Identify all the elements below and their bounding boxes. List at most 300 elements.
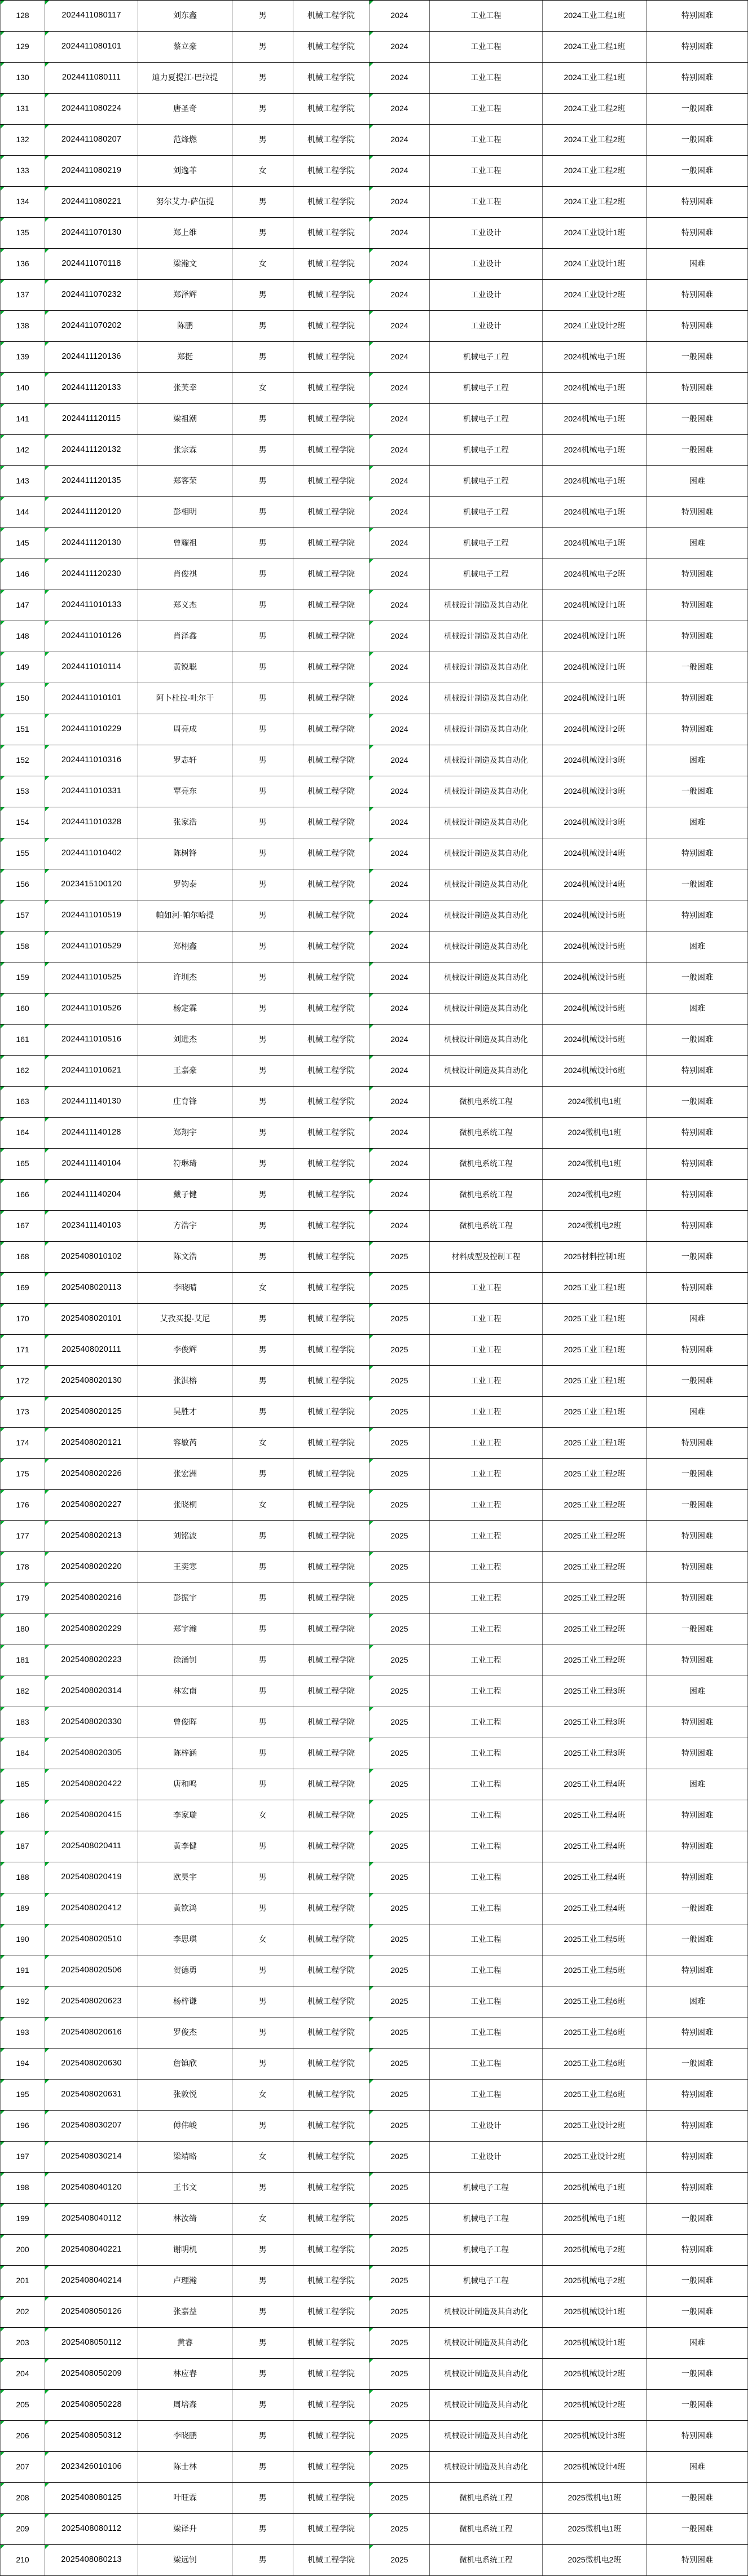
college-cell[interactable]: 机械工程学院 (293, 1738, 369, 1769)
difficulty-status-cell[interactable]: 特别困难 (647, 1738, 748, 1769)
row-number-cell[interactable]: 154 (0, 807, 45, 838)
gender-cell[interactable]: 男 (232, 1738, 293, 1769)
gender-cell[interactable]: 男 (232, 1149, 293, 1179)
gender-cell[interactable]: 男 (232, 1304, 293, 1334)
student-name-cell[interactable]: 张宏洲 (138, 1459, 232, 1489)
difficulty-status-cell[interactable]: 特别困难 (647, 1149, 748, 1179)
enrollment-year-cell[interactable]: 2025 (369, 1645, 430, 1676)
college-cell[interactable]: 机械工程学院 (293, 1583, 369, 1614)
enrollment-year-cell[interactable]: 2025 (369, 1428, 430, 1458)
college-cell[interactable]: 机械工程学院 (293, 1304, 369, 1334)
student-id-cell[interactable]: 2024411010516 (45, 1025, 138, 1055)
student-id-cell[interactable]: 2024411010529 (45, 931, 138, 962)
difficulty-status-cell[interactable]: 特别困难 (647, 2545, 748, 2575)
gender-cell[interactable]: 男 (232, 528, 293, 559)
major-cell[interactable]: 机械设计制造及其自动化 (430, 900, 543, 931)
college-cell[interactable]: 机械工程学院 (293, 466, 369, 496)
major-cell[interactable]: 微机电系统工程 (430, 1211, 543, 1241)
gender-cell[interactable]: 女 (232, 2142, 293, 2172)
gender-cell[interactable]: 男 (232, 1459, 293, 1489)
gender-cell[interactable]: 男 (232, 2483, 293, 2513)
student-name-cell[interactable]: 郑客荣 (138, 466, 232, 496)
row-number-cell[interactable]: 138 (0, 311, 45, 341)
row-number-cell[interactable]: 173 (0, 1397, 45, 1427)
college-cell[interactable]: 机械工程学院 (293, 2111, 369, 2141)
class-cell[interactable]: 2025微机电2班 (543, 2545, 647, 2575)
difficulty-status-cell[interactable]: 特别困难 (647, 1955, 748, 1986)
enrollment-year-cell[interactable]: 2024 (369, 1118, 430, 1148)
student-name-cell[interactable]: 陈树锋 (138, 838, 232, 869)
student-id-cell[interactable]: 2024411120115 (45, 404, 138, 434)
student-id-cell[interactable]: 2025408020111 (45, 1335, 138, 1365)
row-number-cell[interactable]: 134 (0, 187, 45, 217)
gender-cell[interactable]: 男 (232, 404, 293, 434)
difficulty-status-cell[interactable]: 特别困难 (647, 621, 748, 652)
class-cell[interactable]: 2025工业工程4班 (543, 1862, 647, 1893)
class-cell[interactable]: 2025工业工程2班 (543, 1521, 647, 1551)
gender-cell[interactable]: 女 (232, 2204, 293, 2234)
class-cell[interactable]: 2025工业工程4班 (543, 1769, 647, 1800)
enrollment-year-cell[interactable]: 2024 (369, 156, 430, 186)
student-id-cell[interactable]: 2024411080117 (45, 1, 138, 31)
student-id-cell[interactable]: 2025408050312 (45, 2421, 138, 2451)
college-cell[interactable]: 机械工程学院 (293, 1366, 369, 1396)
difficulty-status-cell[interactable]: 特别困难 (647, 373, 748, 403)
student-name-cell[interactable]: 林宏南 (138, 1676, 232, 1707)
difficulty-status-cell[interactable]: 一般困难 (647, 94, 748, 124)
difficulty-status-cell[interactable]: 特别困难 (647, 1707, 748, 1738)
student-name-cell[interactable]: 彭振宇 (138, 1583, 232, 1614)
major-cell[interactable]: 微机电系统工程 (430, 1149, 543, 1179)
gender-cell[interactable]: 男 (232, 218, 293, 248)
class-cell[interactable]: 2024微机电1班 (543, 1118, 647, 1148)
student-id-cell[interactable]: 2025408020121 (45, 1428, 138, 1458)
college-cell[interactable]: 机械工程学院 (293, 745, 369, 776)
college-cell[interactable]: 机械工程学院 (293, 2297, 369, 2327)
major-cell[interactable]: 工业工程 (430, 1273, 543, 1303)
class-cell[interactable]: 2024机械设计6班 (543, 1056, 647, 1086)
class-cell[interactable]: 2025工业工程4班 (543, 1893, 647, 1924)
difficulty-status-cell[interactable]: 特别困难 (647, 590, 748, 621)
college-cell[interactable]: 机械工程学院 (293, 2235, 369, 2265)
gender-cell[interactable]: 男 (232, 683, 293, 714)
student-name-cell[interactable]: 郑宇瀚 (138, 1614, 232, 1645)
student-id-cell[interactable]: 2024411010126 (45, 621, 138, 652)
student-id-cell[interactable]: 2025408040214 (45, 2266, 138, 2296)
student-name-cell[interactable]: 贺德勇 (138, 1955, 232, 1986)
difficulty-status-cell[interactable]: 特别困难 (647, 1645, 748, 1676)
difficulty-status-cell[interactable]: 特别困难 (647, 2421, 748, 2451)
enrollment-year-cell[interactable]: 2025 (369, 2545, 430, 2575)
student-name-cell[interactable]: 陈梓涵 (138, 1738, 232, 1769)
major-cell[interactable]: 机械设计制造及其自动化 (430, 2421, 543, 2451)
enrollment-year-cell[interactable]: 2025 (369, 1831, 430, 1862)
row-number-cell[interactable]: 201 (0, 2266, 45, 2296)
major-cell[interactable]: 机械设计制造及其自动化 (430, 2297, 543, 2327)
student-id-cell[interactable]: 2025408020631 (45, 2080, 138, 2110)
class-cell[interactable]: 2024机械电子1班 (543, 466, 647, 496)
student-id-cell[interactable]: 2024411080101 (45, 32, 138, 62)
student-name-cell[interactable]: 李晓鹏 (138, 2421, 232, 2451)
student-name-cell[interactable]: 杨梓谦 (138, 1986, 232, 2017)
enrollment-year-cell[interactable]: 2024 (369, 311, 430, 341)
gender-cell[interactable]: 男 (232, 32, 293, 62)
college-cell[interactable]: 机械工程学院 (293, 63, 369, 93)
major-cell[interactable]: 工业工程 (430, 1645, 543, 1676)
enrollment-year-cell[interactable]: 2025 (369, 2111, 430, 2141)
major-cell[interactable]: 机械电子工程 (430, 528, 543, 559)
gender-cell[interactable]: 男 (232, 2452, 293, 2482)
student-id-cell[interactable]: 2025408020415 (45, 1800, 138, 1831)
student-id-cell[interactable]: 2024411010101 (45, 683, 138, 714)
enrollment-year-cell[interactable]: 2024 (369, 994, 430, 1024)
college-cell[interactable]: 机械工程学院 (293, 1025, 369, 1055)
enrollment-year-cell[interactable]: 2024 (369, 745, 430, 776)
student-id-cell[interactable]: 2024411120230 (45, 559, 138, 590)
row-number-cell[interactable]: 146 (0, 559, 45, 590)
difficulty-status-cell[interactable]: 特别困难 (647, 838, 748, 869)
difficulty-status-cell[interactable]: 困难 (647, 994, 748, 1024)
college-cell[interactable]: 机械工程学院 (293, 962, 369, 993)
gender-cell[interactable]: 男 (232, 1521, 293, 1551)
college-cell[interactable]: 机械工程学院 (293, 1149, 369, 1179)
student-id-cell[interactable]: 2024411080219 (45, 156, 138, 186)
major-cell[interactable]: 工业工程 (430, 94, 543, 124)
row-number-cell[interactable]: 168 (0, 1242, 45, 1272)
gender-cell[interactable]: 男 (232, 1707, 293, 1738)
gender-cell[interactable]: 男 (232, 745, 293, 776)
college-cell[interactable]: 机械工程学院 (293, 404, 369, 434)
enrollment-year-cell[interactable]: 2024 (369, 962, 430, 993)
difficulty-status-cell[interactable]: 一般困难 (647, 2204, 748, 2234)
difficulty-status-cell[interactable]: 一般困难 (647, 2297, 748, 2327)
student-name-cell[interactable]: 肖俊祺 (138, 559, 232, 590)
enrollment-year-cell[interactable]: 2024 (369, 869, 430, 900)
major-cell[interactable]: 工业设计 (430, 2142, 543, 2172)
student-name-cell[interactable]: 黄钦鸿 (138, 1893, 232, 1924)
class-cell[interactable]: 2025工业工程4班 (543, 1831, 647, 1862)
row-number-cell[interactable]: 209 (0, 2514, 45, 2544)
enrollment-year-cell[interactable]: 2025 (369, 1366, 430, 1396)
college-cell[interactable]: 机械工程学院 (293, 1707, 369, 1738)
major-cell[interactable]: 机械电子工程 (430, 2266, 543, 2296)
major-cell[interactable]: 机械设计制造及其自动化 (430, 1056, 543, 1086)
student-id-cell[interactable]: 2024411070118 (45, 249, 138, 279)
class-cell[interactable]: 2025工业工程1班 (543, 1304, 647, 1334)
enrollment-year-cell[interactable]: 2024 (369, 590, 430, 621)
gender-cell[interactable]: 女 (232, 1273, 293, 1303)
major-cell[interactable]: 微机电系统工程 (430, 1180, 543, 1210)
enrollment-year-cell[interactable]: 2024 (369, 125, 430, 155)
difficulty-status-cell[interactable]: 特别困难 (647, 63, 748, 93)
difficulty-status-cell[interactable]: 特别困难 (647, 497, 748, 527)
major-cell[interactable]: 机械设计制造及其自动化 (430, 2390, 543, 2420)
difficulty-status-cell[interactable]: 特别困难 (647, 1583, 748, 1614)
row-number-cell[interactable]: 165 (0, 1149, 45, 1179)
row-number-cell[interactable]: 163 (0, 1087, 45, 1117)
class-cell[interactable]: 2024工业工程2班 (543, 125, 647, 155)
student-name-cell[interactable]: 帕如河·帕尔哈提 (138, 900, 232, 931)
class-cell[interactable]: 2024工业工程2班 (543, 94, 647, 124)
gender-cell[interactable]: 男 (232, 1831, 293, 1862)
class-cell[interactable]: 2025微机电1班 (543, 2483, 647, 2513)
row-number-cell[interactable]: 177 (0, 1521, 45, 1551)
gender-cell[interactable]: 男 (232, 652, 293, 683)
class-cell[interactable]: 2025工业工程1班 (543, 1273, 647, 1303)
student-name-cell[interactable]: 张芙幸 (138, 373, 232, 403)
row-number-cell[interactable]: 178 (0, 1552, 45, 1582)
student-id-cell[interactable]: 2024411070130 (45, 218, 138, 248)
gender-cell[interactable]: 男 (232, 2514, 293, 2544)
difficulty-status-cell[interactable]: 一般困难 (647, 962, 748, 993)
college-cell[interactable]: 机械工程学院 (293, 528, 369, 559)
class-cell[interactable]: 2025工业工程1班 (543, 1428, 647, 1458)
gender-cell[interactable]: 男 (232, 2328, 293, 2358)
row-number-cell[interactable]: 170 (0, 1304, 45, 1334)
gender-cell[interactable]: 男 (232, 962, 293, 993)
class-cell[interactable]: 2025工业工程3班 (543, 1738, 647, 1769)
enrollment-year-cell[interactable]: 2024 (369, 94, 430, 124)
difficulty-status-cell[interactable]: 困难 (647, 745, 748, 776)
major-cell[interactable]: 工业设计 (430, 2111, 543, 2141)
row-number-cell[interactable]: 203 (0, 2328, 45, 2358)
enrollment-year-cell[interactable]: 2024 (369, 466, 430, 496)
class-cell[interactable]: 2025机械电子2班 (543, 2235, 647, 2265)
student-name-cell[interactable]: 陈士林 (138, 2452, 232, 2482)
row-number-cell[interactable]: 129 (0, 32, 45, 62)
student-id-cell[interactable]: 2025408020227 (45, 1490, 138, 1520)
college-cell[interactable]: 机械工程学院 (293, 2266, 369, 2296)
student-name-cell[interactable]: 张淇榕 (138, 1366, 232, 1396)
student-name-cell[interactable]: 符琳琦 (138, 1149, 232, 1179)
student-id-cell[interactable]: 2024411120132 (45, 435, 138, 465)
major-cell[interactable]: 工业工程 (430, 1397, 543, 1427)
enrollment-year-cell[interactable]: 2025 (369, 2235, 430, 2265)
row-number-cell[interactable]: 182 (0, 1676, 45, 1707)
student-id-cell[interactable]: 2024411080221 (45, 187, 138, 217)
class-cell[interactable]: 2024机械设计5班 (543, 994, 647, 1024)
major-cell[interactable]: 机械电子工程 (430, 435, 543, 465)
gender-cell[interactable]: 男 (232, 2111, 293, 2141)
major-cell[interactable]: 工业工程 (430, 1707, 543, 1738)
student-id-cell[interactable]: 2025408050228 (45, 2390, 138, 2420)
student-name-cell[interactable]: 张家浩 (138, 807, 232, 838)
difficulty-status-cell[interactable]: 一般困难 (647, 869, 748, 900)
gender-cell[interactable]: 女 (232, 156, 293, 186)
student-name-cell[interactable]: 梁瀚文 (138, 249, 232, 279)
difficulty-status-cell[interactable]: 特别困难 (647, 2173, 748, 2203)
major-cell[interactable]: 工业工程 (430, 1, 543, 31)
college-cell[interactable]: 机械工程学院 (293, 1552, 369, 1582)
class-cell[interactable]: 2025机械设计2班 (543, 2390, 647, 2420)
student-name-cell[interactable]: 李晓晴 (138, 1273, 232, 1303)
student-name-cell[interactable]: 郑泽辉 (138, 280, 232, 310)
row-number-cell[interactable]: 156 (0, 869, 45, 900)
student-name-cell[interactable]: 方浩宇 (138, 1211, 232, 1241)
major-cell[interactable]: 机械电子工程 (430, 2173, 543, 2203)
difficulty-status-cell[interactable]: 困难 (647, 528, 748, 559)
major-cell[interactable]: 工业设计 (430, 218, 543, 248)
difficulty-status-cell[interactable]: 特别困难 (647, 187, 748, 217)
college-cell[interactable]: 机械工程学院 (293, 1521, 369, 1551)
enrollment-year-cell[interactable]: 2025 (369, 2142, 430, 2172)
difficulty-status-cell[interactable]: 特别困难 (647, 280, 748, 310)
major-cell[interactable]: 机械设计制造及其自动化 (430, 962, 543, 993)
student-name-cell[interactable]: 傅伟峻 (138, 2111, 232, 2141)
gender-cell[interactable]: 男 (232, 1583, 293, 1614)
major-cell[interactable]: 工业工程 (430, 1924, 543, 1955)
major-cell[interactable]: 机械设计制造及其自动化 (430, 2452, 543, 2482)
class-cell[interactable]: 2024机械电子1班 (543, 528, 647, 559)
row-number-cell[interactable]: 141 (0, 404, 45, 434)
class-cell[interactable]: 2025工业工程3班 (543, 1707, 647, 1738)
difficulty-status-cell[interactable]: 一般困难 (647, 1242, 748, 1272)
row-number-cell[interactable]: 194 (0, 2049, 45, 2079)
difficulty-status-cell[interactable]: 困难 (647, 1986, 748, 2017)
difficulty-status-cell[interactable]: 特别困难 (647, 1, 748, 31)
student-id-cell[interactable]: 2025408040120 (45, 2173, 138, 2203)
student-id-cell[interactable]: 2024411120120 (45, 497, 138, 527)
enrollment-year-cell[interactable]: 2024 (369, 1149, 430, 1179)
college-cell[interactable]: 机械工程学院 (293, 1676, 369, 1707)
major-cell[interactable]: 机械设计制造及其自动化 (430, 1025, 543, 1055)
class-cell[interactable]: 2025工业工程2班 (543, 1459, 647, 1489)
difficulty-status-cell[interactable]: 特别困难 (647, 218, 748, 248)
class-cell[interactable]: 2024机械设计4班 (543, 869, 647, 900)
college-cell[interactable]: 机械工程学院 (293, 2545, 369, 2575)
gender-cell[interactable]: 女 (232, 1428, 293, 1458)
row-number-cell[interactable]: 208 (0, 2483, 45, 2513)
row-number-cell[interactable]: 155 (0, 838, 45, 869)
row-number-cell[interactable]: 152 (0, 745, 45, 776)
row-number-cell[interactable]: 176 (0, 1490, 45, 1520)
difficulty-status-cell[interactable]: 一般困难 (647, 2390, 748, 2420)
college-cell[interactable]: 机械工程学院 (293, 1459, 369, 1489)
major-cell[interactable]: 机械设计制造及其自动化 (430, 869, 543, 900)
student-id-cell[interactable]: 2024411120133 (45, 373, 138, 403)
student-id-cell[interactable]: 2024411010331 (45, 776, 138, 807)
difficulty-status-cell[interactable]: 困难 (647, 466, 748, 496)
student-name-cell[interactable]: 覃亮东 (138, 776, 232, 807)
class-cell[interactable]: 2025工业设计2班 (543, 2142, 647, 2172)
college-cell[interactable]: 机械工程学院 (293, 342, 369, 372)
major-cell[interactable]: 工业工程 (430, 1800, 543, 1831)
student-name-cell[interactable]: 唐和鸣 (138, 1769, 232, 1800)
class-cell[interactable]: 2024微机电2班 (543, 1211, 647, 1241)
row-number-cell[interactable]: 160 (0, 994, 45, 1024)
major-cell[interactable]: 工业工程 (430, 1428, 543, 1458)
difficulty-status-cell[interactable]: 特别困难 (647, 683, 748, 714)
college-cell[interactable]: 机械工程学院 (293, 1087, 369, 1117)
college-cell[interactable]: 机械工程学院 (293, 497, 369, 527)
enrollment-year-cell[interactable]: 2025 (369, 1676, 430, 1707)
row-number-cell[interactable]: 169 (0, 1273, 45, 1303)
major-cell[interactable]: 工业工程 (430, 1769, 543, 1800)
enrollment-year-cell[interactable]: 2025 (369, 1304, 430, 1334)
difficulty-status-cell[interactable]: 一般困难 (647, 1924, 748, 1955)
difficulty-status-cell[interactable]: 一般困难 (647, 2266, 748, 2296)
class-cell[interactable]: 2024机械设计4班 (543, 838, 647, 869)
student-name-cell[interactable]: 张嘉益 (138, 2297, 232, 2327)
major-cell[interactable]: 机械设计制造及其自动化 (430, 776, 543, 807)
college-cell[interactable]: 机械工程学院 (293, 2328, 369, 2358)
difficulty-status-cell[interactable]: 一般困难 (647, 1490, 748, 1520)
college-cell[interactable]: 机械工程学院 (293, 1831, 369, 1862)
college-cell[interactable]: 机械工程学院 (293, 2452, 369, 2482)
row-number-cell[interactable]: 153 (0, 776, 45, 807)
major-cell[interactable]: 工业工程 (430, 1862, 543, 1893)
row-number-cell[interactable]: 162 (0, 1056, 45, 1086)
enrollment-year-cell[interactable]: 2024 (369, 1211, 430, 1241)
row-number-cell[interactable]: 207 (0, 2452, 45, 2482)
enrollment-year-cell[interactable]: 2025 (369, 2514, 430, 2544)
enrollment-year-cell[interactable]: 2025 (369, 1490, 430, 1520)
difficulty-status-cell[interactable]: 一般困难 (647, 125, 748, 155)
enrollment-year-cell[interactable]: 2025 (369, 1800, 430, 1831)
college-cell[interactable]: 机械工程学院 (293, 1614, 369, 1645)
college-cell[interactable]: 机械工程学院 (293, 1645, 369, 1676)
class-cell[interactable]: 2025工业工程1班 (543, 1366, 647, 1396)
row-number-cell[interactable]: 164 (0, 1118, 45, 1148)
student-id-cell[interactable]: 2025408030214 (45, 2142, 138, 2172)
college-cell[interactable]: 机械工程学院 (293, 1056, 369, 1086)
college-cell[interactable]: 机械工程学院 (293, 1273, 369, 1303)
student-id-cell[interactable]: 2025408020411 (45, 1831, 138, 1862)
student-id-cell[interactable]: 2025408020220 (45, 1552, 138, 1582)
gender-cell[interactable]: 男 (232, 497, 293, 527)
class-cell[interactable]: 2024机械电子1班 (543, 497, 647, 527)
class-cell[interactable]: 2024工业工程1班 (543, 63, 647, 93)
difficulty-status-cell[interactable]: 特别困难 (647, 714, 748, 745)
college-cell[interactable]: 机械工程学院 (293, 1490, 369, 1520)
student-name-cell[interactable]: 黄李健 (138, 1831, 232, 1862)
student-name-cell[interactable]: 阿卜杜拉·吐尔干 (138, 683, 232, 714)
class-cell[interactable]: 2024机械设计2班 (543, 714, 647, 745)
gender-cell[interactable]: 男 (232, 559, 293, 590)
student-id-cell[interactable]: 2023411140103 (45, 1211, 138, 1241)
college-cell[interactable]: 机械工程学院 (293, 1862, 369, 1893)
class-cell[interactable]: 2025工业工程6班 (543, 1986, 647, 2017)
row-number-cell[interactable]: 171 (0, 1335, 45, 1365)
difficulty-status-cell[interactable]: 一般困难 (647, 1459, 748, 1489)
row-number-cell[interactable]: 193 (0, 2017, 45, 2048)
class-cell[interactable]: 2025工业设计2班 (543, 2111, 647, 2141)
difficulty-status-cell[interactable]: 特别困难 (647, 900, 748, 931)
difficulty-status-cell[interactable]: 一般困难 (647, 156, 748, 186)
gender-cell[interactable]: 男 (232, 2421, 293, 2451)
gender-cell[interactable]: 男 (232, 900, 293, 931)
major-cell[interactable]: 机械电子工程 (430, 404, 543, 434)
major-cell[interactable]: 工业工程 (430, 156, 543, 186)
student-id-cell[interactable]: 2025408020616 (45, 2017, 138, 2048)
gender-cell[interactable]: 男 (232, 1893, 293, 1924)
difficulty-status-cell[interactable]: 特别困难 (647, 1118, 748, 1148)
college-cell[interactable]: 机械工程学院 (293, 125, 369, 155)
college-cell[interactable]: 机械工程学院 (293, 683, 369, 714)
major-cell[interactable]: 工业工程 (430, 1335, 543, 1365)
gender-cell[interactable]: 男 (232, 311, 293, 341)
enrollment-year-cell[interactable]: 2024 (369, 32, 430, 62)
gender-cell[interactable]: 男 (232, 869, 293, 900)
college-cell[interactable]: 机械工程学院 (293, 590, 369, 621)
student-name-cell[interactable]: 彭相明 (138, 497, 232, 527)
student-id-cell[interactable]: 2024411120136 (45, 342, 138, 372)
gender-cell[interactable]: 男 (232, 1397, 293, 1427)
student-id-cell[interactable]: 2025408020213 (45, 1521, 138, 1551)
row-number-cell[interactable]: 157 (0, 900, 45, 931)
college-cell[interactable]: 机械工程学院 (293, 2049, 369, 2079)
class-cell[interactable]: 2024机械设计1班 (543, 683, 647, 714)
